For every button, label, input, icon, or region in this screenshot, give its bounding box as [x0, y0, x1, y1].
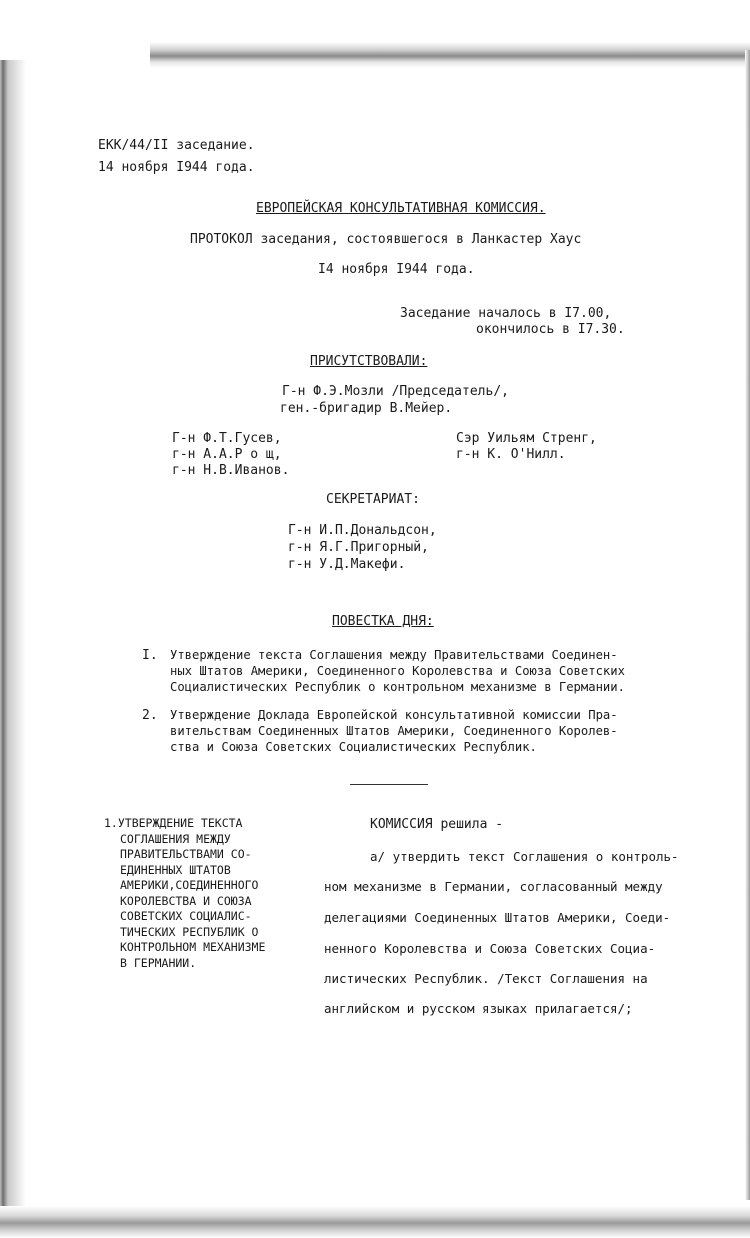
agenda-line: Утверждение Доклада Европейской консультативной комиссии Пра- — [170, 708, 618, 722]
margin-heading-line: В ГЕРМАНИИ. — [120, 956, 197, 970]
decision-line: ненного Королевства и Союза Советских Социа- — [324, 941, 656, 956]
session-start: Заседание началось в I7.00, — [400, 306, 612, 321]
decision-line: английском и русском языках прилагается/; — [324, 1001, 633, 1016]
scan-shadow-left — [0, 60, 26, 1230]
member-line: г-н А.А.Р о щ, — [172, 447, 282, 462]
margin-heading-line: АМЕРИКИ,СОЕДИНЕННОГО — [120, 878, 259, 892]
decision-line: листических Республик. /Текст Соглашения на — [324, 971, 648, 986]
margin-heading-line: КОНТРОЛЬНОМ МЕХАНИЗМЕ — [120, 940, 266, 954]
document-title: ЕВРОПЕЙСКАЯ КОНСУЛЬТАТИВНАЯ КОМИССИЯ. — [256, 201, 546, 216]
document-subtitle: ПРОТОКОЛ заседания, состоявшегося в Ланкастер Хаус — [190, 232, 582, 247]
secretariat-line: г-н Я.Г.Пригорный, — [288, 540, 429, 555]
agenda-number: I. — [142, 648, 158, 663]
secretariat-line: Г-н И.П.Дональдсон, — [288, 523, 437, 538]
agenda-line: Социалистических Республик о контрольном механизме в Германии. — [170, 680, 625, 694]
session-end: окончилось в I7.30. — [476, 322, 625, 337]
margin-heading-line: СОВЕТСКИХ СОЦИАЛИС- — [120, 909, 252, 923]
agenda-number: 2. — [142, 708, 158, 723]
scan-shadow-bottom — [0, 1206, 750, 1238]
agenda-line: ства и Союза Советских Социалистических Республик. — [170, 740, 537, 754]
margin-heading-line: 1.УТВЕРЖДЕНИЕ ТЕКСТА — [104, 816, 243, 830]
member-line: г-н К. О'Нилл. — [456, 447, 566, 462]
scan-shadow-right — [745, 50, 750, 1200]
agenda-heading: ПОВЕСТКА ДНЯ: — [332, 614, 434, 629]
scan-shadow-top — [150, 42, 750, 68]
decision-line: а/ утвердить текст Соглашения о контроль- — [370, 849, 679, 864]
present-heading: ПРИСУТСТВОВАЛИ: — [310, 354, 428, 369]
member-line: Г-н Ф.Т.Гусев, — [172, 431, 282, 446]
agenda-line: вительствам Соединенных Штатов Америки, Соединенного Королев- — [170, 724, 618, 738]
member-line: Сэр Уильям Стренг, — [456, 431, 597, 446]
decision-line: ном механизме в Германии, согласованный между — [324, 879, 663, 894]
margin-heading-line: КОРОЛЕВСТВА И СОЮЗА — [120, 894, 252, 908]
subtitle-date: I4 ноября I944 года. — [318, 262, 475, 277]
decision-intro: КОМИССИЯ решила - — [370, 817, 504, 832]
chair-line: Г-н Ф.Э.Мозли /Председатель/, — [282, 384, 509, 399]
margin-heading-line: ТИЧЕСКИХ РЕСПУБЛИК О — [120, 925, 259, 939]
secretariat-heading: СЕКРЕТАРИАТ: — [326, 492, 420, 507]
agenda-line: ных Штатов Америки, Соединенного Королевства и Союза Советских — [170, 664, 625, 678]
margin-heading-line: ЕДИНЕННЫХ ШТАТОВ — [120, 863, 231, 877]
secretariat-line: г-н У.Д.Макефи. — [288, 557, 406, 572]
margin-heading-line: ПРАВИТЕЛЬСТВАМИ СО- — [120, 847, 252, 861]
divider-rule — [350, 784, 428, 785]
reference-line: ЕКК/44/II заседание. — [98, 138, 255, 153]
member-line: г-н Н.В.Иванов. — [172, 463, 290, 478]
agenda-line: Утверждение текста Соглашения между Правительствами Соединен- — [170, 648, 618, 662]
chair-line: ген.-бригадир В.Мейер. — [280, 401, 453, 416]
margin-heading-line: СОГЛАШЕНИЯ МЕЖДУ — [120, 832, 231, 846]
decision-line: делегациями Соединенных Штатов Америки, Соеди- — [324, 910, 671, 925]
reference-date: 14 ноября I944 года. — [98, 160, 255, 175]
